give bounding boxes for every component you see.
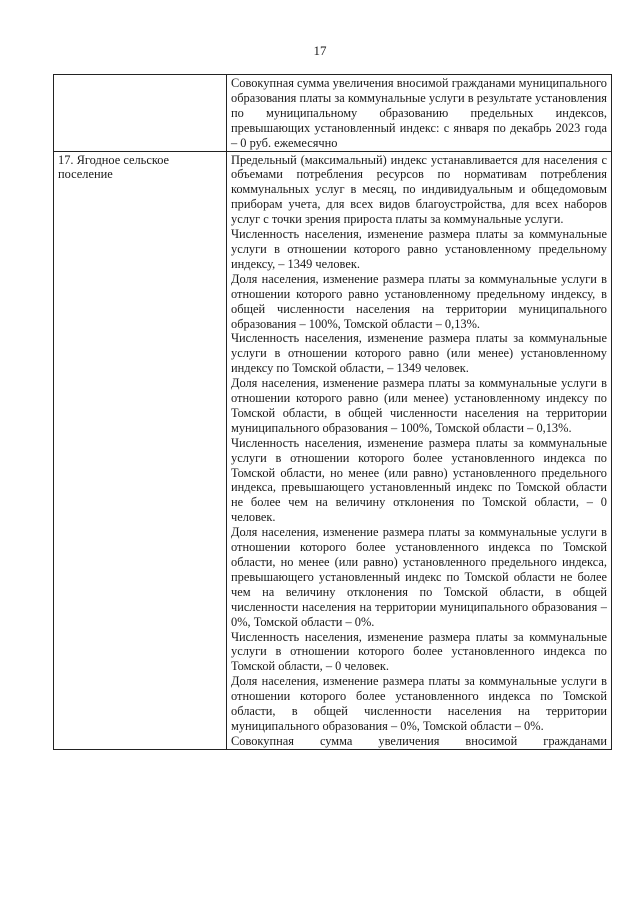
description-cell: [227, 151, 612, 749]
paragraph: Совокупная сумма увеличения вносимой гражданами муниципального образования платы за коммунальные услуги в результате установления по муниципальному образованию предельных индексов, превышающих установленный индекс: с января по декабрь 2023 года – 0 руб. ежемесячно: [231, 76, 607, 150]
page-number: 17: [313, 43, 327, 58]
description-cell: [227, 75, 612, 152]
paragraph: Совокупная сумма увеличения вносимой гражданами: [231, 733, 607, 748]
paragraph: Численность населения, изменение размера платы за коммунальные услуги в отношении которого более установленного индекса по Томской области, но менее (или равно) установленного предельного индекса, превышающего установленный индекс по Томской области не более чем на величину отклонения по Томской области, – 0 человек.: [231, 435, 607, 525]
paragraph: Доля населения, изменение размера платы за коммунальные услуги в отношении которого равно (или менее) установленному индексу по Томской области, в общей численности населения на территории муниципального образования – 100%, Томской области – 0,13%.: [231, 376, 607, 435]
paragraph: Численность населения, изменение размера платы за коммунальные услуги в отношении которого более установленного индекса по Томской области, – 0 человек.: [231, 629, 607, 674]
paragraph: Доля населения, изменение размера платы за коммунальные услуги в отношении которого более установленного индекса по Томской области, но менее (или равно) установленного предельного индекса, превышающего установленный индекс по Томской области не более чем на величину отклонения по Томской области, в общей численности населения на территории муниципального образования – 0%, Томской области – 0%.: [231, 525, 607, 629]
paragraph: Численность населения, изменение размера платы за коммунальные услуги в отношении которого равно установленному предельному индексу, – 1349 человек.: [231, 227, 607, 271]
paragraph: Доля населения, изменение размера платы за коммунальные услуги в отношении которого более установленного индекса по Томской области, в общей численности населения на территории муниципального образования – 0%, Томской области – 0%.: [231, 674, 607, 733]
municipality-cell: [54, 75, 227, 152]
table-row: [54, 75, 612, 152]
municipality-cell: 17. Ягодное сельское поселение: [54, 151, 227, 749]
municipality-table: [53, 74, 612, 750]
table-row: [54, 151, 612, 749]
paragraph: Доля населения, изменение размера платы за коммунальные услуги в отношении которого равно установленному предельному индексу, в общей численности населения на территории муниципального образования – 100%, Томской области – 0,13%.: [231, 271, 607, 331]
paragraph: Численность населения, изменение размера платы за коммунальные услуги в отношении которого равно (или менее) установленному индексу по Томской области, – 1349 человек.: [231, 331, 607, 376]
paragraph: Предельный (максимальный) индекс устанавливается для населения с объемами потребления ресурсов по нормативам потребления коммунальных услуг в месяц, по индивидуальным и общедомовым приборам учета, для всех видов благоустройства, для всех наборов услуг с точки зрения прироста платы за коммунальные услуги.: [231, 152, 607, 227]
